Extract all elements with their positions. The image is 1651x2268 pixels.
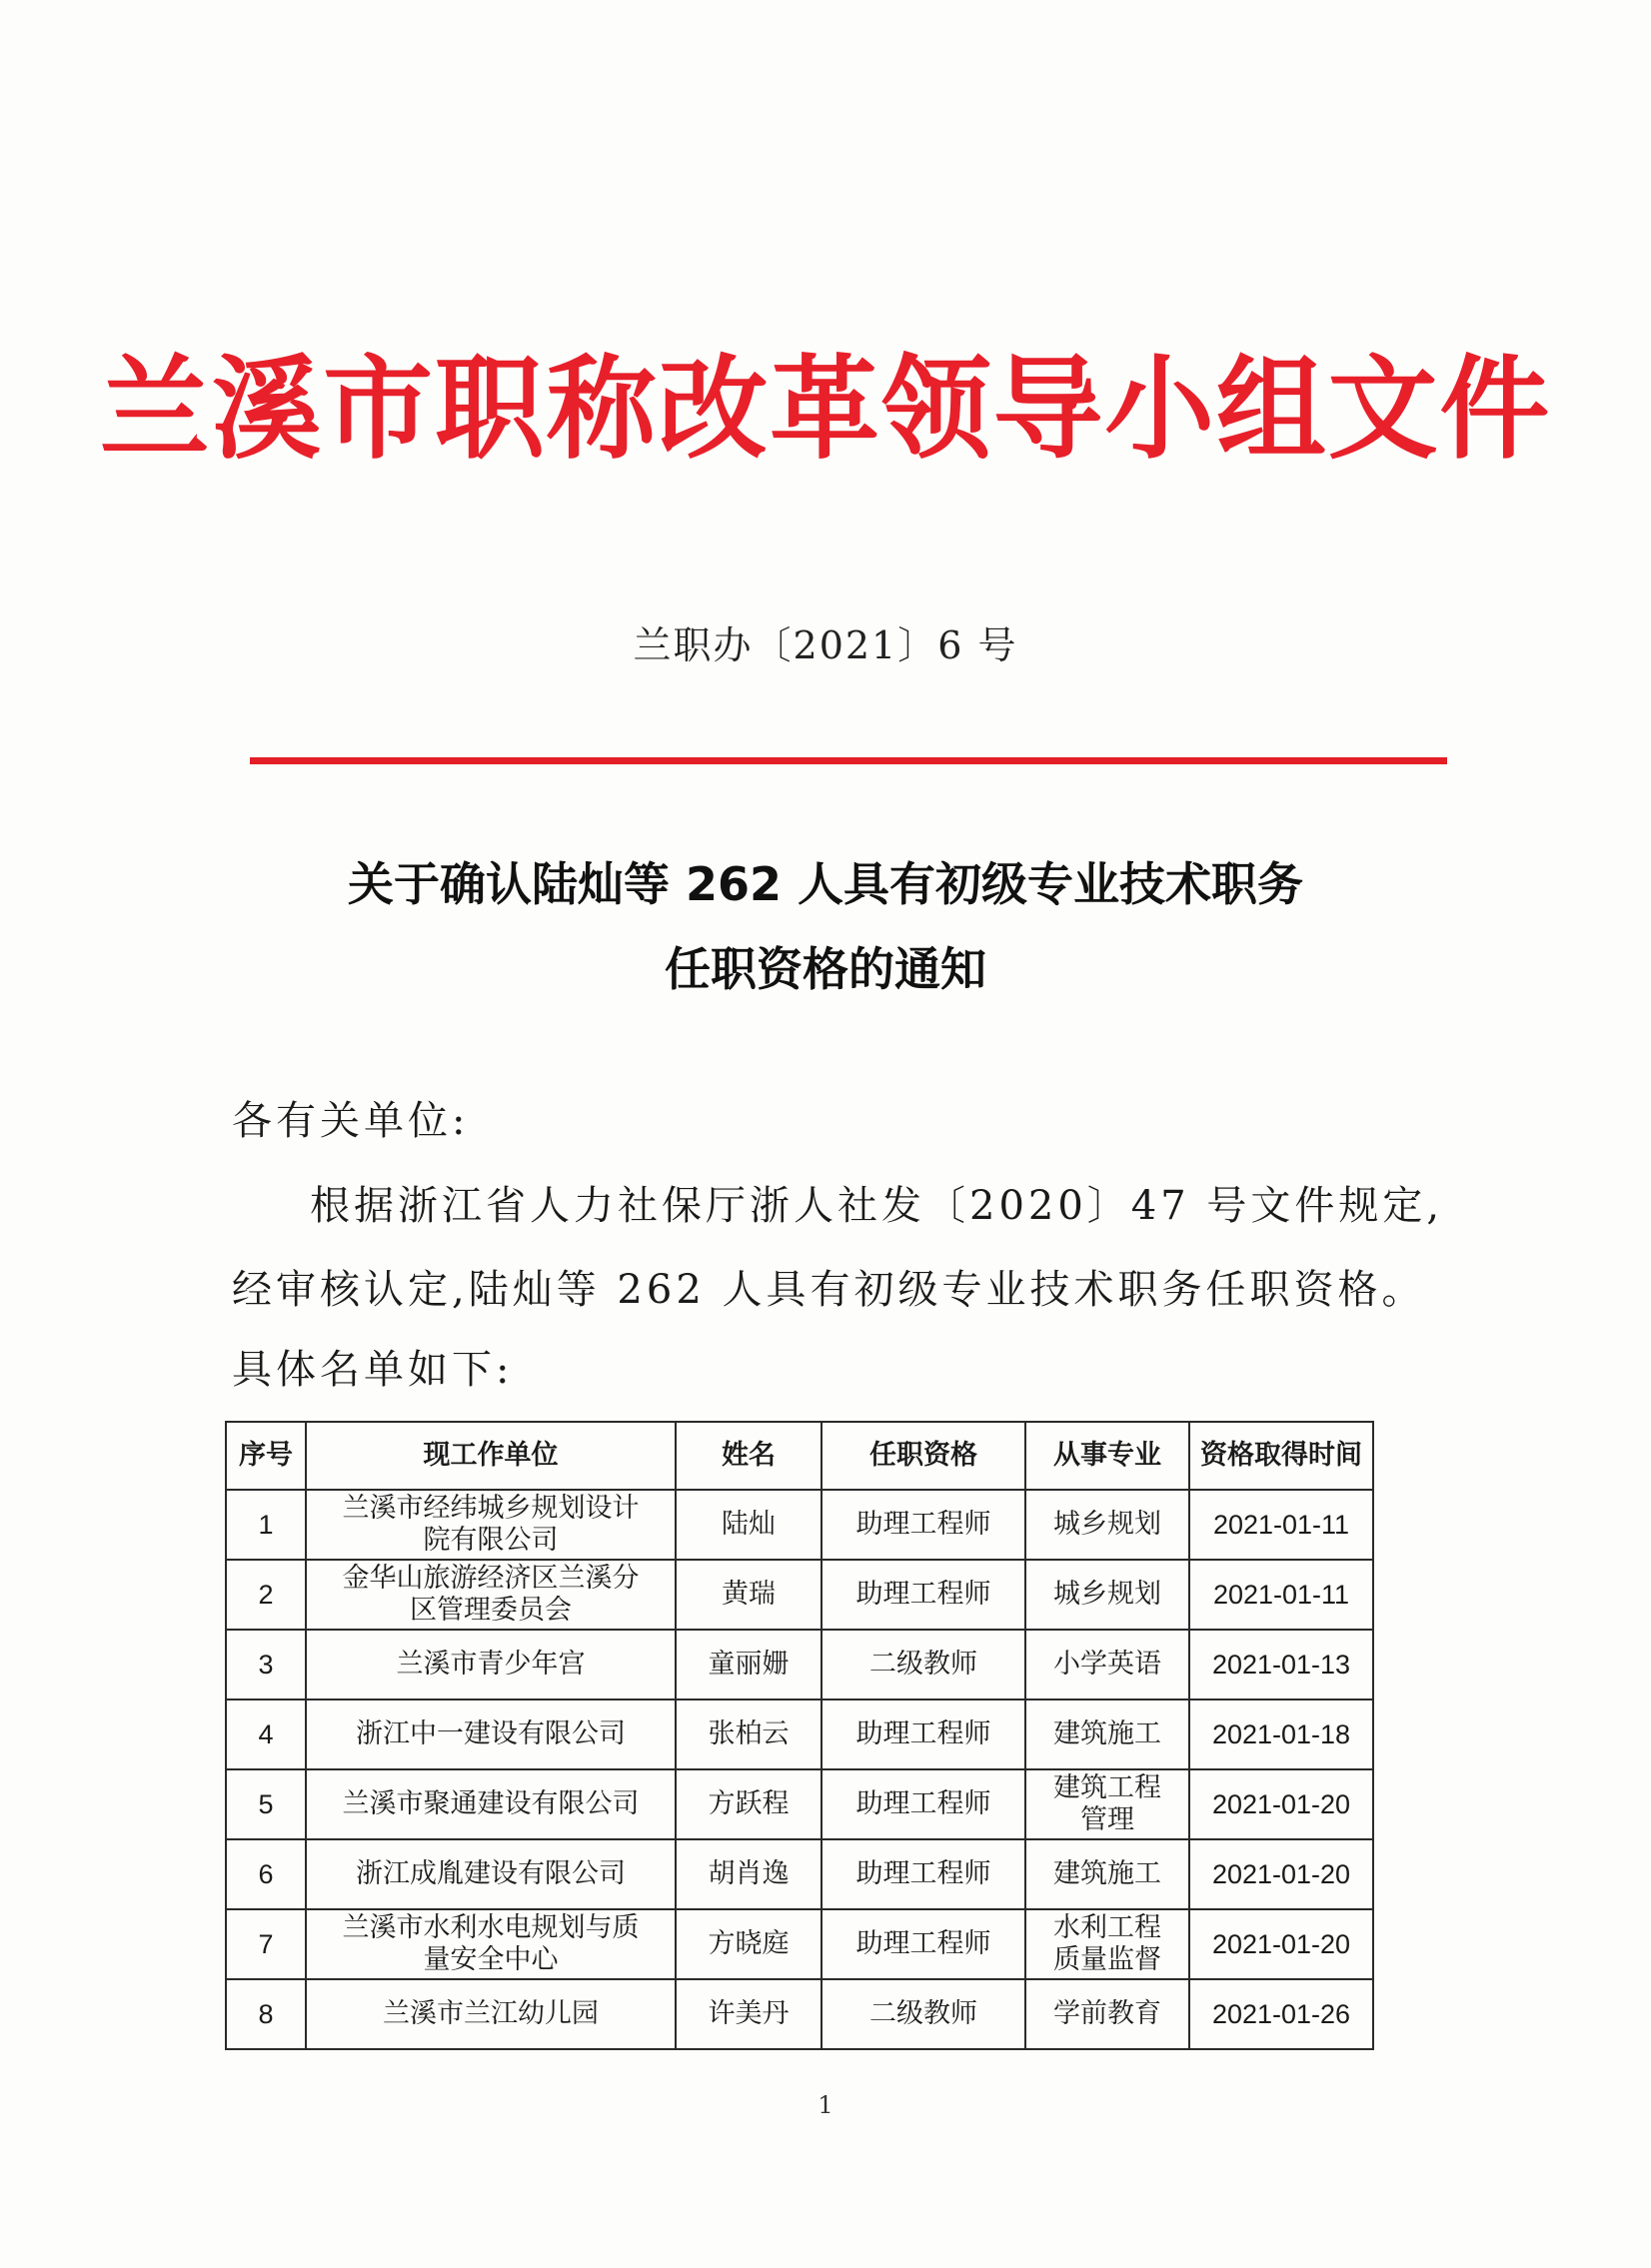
cell-qualification: 助理工程师 <box>822 1909 1025 1979</box>
cell-date: 2021-01-11 <box>1189 1560 1373 1630</box>
cell-specialty: 建筑施工 <box>1025 1839 1189 1909</box>
cell-date: 2021-01-18 <box>1189 1700 1373 1769</box>
cell-unit: 浙江中一建设有限公司 <box>306 1700 676 1769</box>
header-specialty: 从事专业 <box>1025 1422 1189 1490</box>
header-qualification: 任职资格 <box>822 1422 1025 1490</box>
cell-unit: 兰溪市水利水电规划与质量安全中心 <box>306 1909 676 1979</box>
paragraph-line3: 具体名单如下: <box>232 1347 514 1393</box>
document-number: 兰职办〔2021〕6 号 <box>633 623 1018 667</box>
header-name: 姓名 <box>676 1422 822 1490</box>
cell-name: 许美丹 <box>676 1979 822 2049</box>
cell-name: 黄瑞 <box>676 1560 822 1630</box>
cell-specialty: 小学英语 <box>1025 1630 1189 1700</box>
cell-name: 张柏云 <box>676 1700 822 1769</box>
table-row <box>226 1909 1373 1979</box>
roster-table <box>225 1421 1374 2050</box>
masthead-title: 兰溪市职称改革领导小组文件 <box>99 345 1552 475</box>
cell-unit: 兰溪市经纬城乡规划设计院有限公司 <box>306 1490 676 1560</box>
notice-title-line2: 任职资格的通知 <box>665 942 986 996</box>
cell-specialty: 建筑工程管理 <box>1025 1769 1189 1839</box>
cell-seq: 7 <box>226 1909 306 1979</box>
table-row <box>226 1769 1373 1839</box>
header-seq: 序号 <box>226 1422 306 1490</box>
cell-seq: 5 <box>226 1769 306 1839</box>
cell-unit: 浙江成胤建设有限公司 <box>306 1839 676 1909</box>
cell-qualification: 二级教师 <box>822 1630 1025 1700</box>
cell-qualification: 二级教师 <box>822 1979 1025 2049</box>
cell-specialty: 水利工程质量监督 <box>1025 1909 1189 1979</box>
table-row <box>226 1700 1373 1769</box>
cell-unit: 兰溪市聚通建设有限公司 <box>306 1769 676 1839</box>
cell-unit: 兰溪市青少年宫 <box>306 1630 676 1700</box>
salutation: 各有关单位: <box>232 1098 470 1144</box>
cell-name: 童丽姗 <box>676 1630 822 1700</box>
cell-qualification: 助理工程师 <box>822 1769 1025 1839</box>
cell-name: 胡肖逸 <box>676 1839 822 1909</box>
table-row <box>226 1560 1373 1630</box>
table-row <box>226 1630 1373 1700</box>
table-row <box>226 1839 1373 1909</box>
cell-name: 方跃程 <box>676 1769 822 1839</box>
cell-specialty: 城乡规划 <box>1025 1490 1189 1560</box>
cell-unit: 金华山旅游经济区兰溪分区管理委员会 <box>306 1560 676 1630</box>
cell-qualification: 助理工程师 <box>822 1490 1025 1560</box>
cell-qualification: 助理工程师 <box>822 1560 1025 1630</box>
cell-specialty: 城乡规划 <box>1025 1560 1189 1630</box>
paragraph-line1: 根据浙江省人力社保厅浙人社发〔2020〕47 号文件规定, <box>310 1183 1444 1229</box>
cell-seq: 4 <box>226 1700 306 1769</box>
cell-seq: 1 <box>226 1490 306 1560</box>
cell-seq: 6 <box>226 1839 306 1909</box>
header-date: 资格取得时间 <box>1189 1422 1373 1490</box>
table-row <box>226 1490 1373 1560</box>
red-divider-rule <box>250 757 1447 764</box>
cell-date: 2021-01-20 <box>1189 1909 1373 1979</box>
cell-seq: 8 <box>226 1979 306 2049</box>
cell-specialty: 建筑施工 <box>1025 1700 1189 1769</box>
cell-specialty: 学前教育 <box>1025 1979 1189 2049</box>
cell-date: 2021-01-20 <box>1189 1769 1373 1839</box>
cell-qualification: 助理工程师 <box>822 1839 1025 1909</box>
paragraph-line2: 经审核认定,陆灿等 262 人具有初级专业技术职务任职资格。 <box>232 1267 1426 1313</box>
header-unit: 现工作单位 <box>306 1422 676 1490</box>
page-number: 1 <box>818 2091 833 2119</box>
notice-title-line1: 关于确认陆灿等 262 人具有初级专业技术职务 <box>347 857 1304 911</box>
cell-date: 2021-01-13 <box>1189 1630 1373 1700</box>
cell-qualification: 助理工程师 <box>822 1700 1025 1769</box>
cell-date: 2021-01-26 <box>1189 1979 1373 2049</box>
cell-seq: 3 <box>226 1630 306 1700</box>
cell-name: 方晓庭 <box>676 1909 822 1979</box>
cell-date: 2021-01-20 <box>1189 1839 1373 1909</box>
cell-name: 陆灿 <box>676 1490 822 1560</box>
table-row <box>226 1979 1373 2049</box>
table-header-row <box>226 1422 1373 1490</box>
cell-unit: 兰溪市兰江幼儿园 <box>306 1979 676 2049</box>
cell-date: 2021-01-11 <box>1189 1490 1373 1560</box>
cell-seq: 2 <box>226 1560 306 1630</box>
roster-table-body <box>226 1490 1373 2049</box>
